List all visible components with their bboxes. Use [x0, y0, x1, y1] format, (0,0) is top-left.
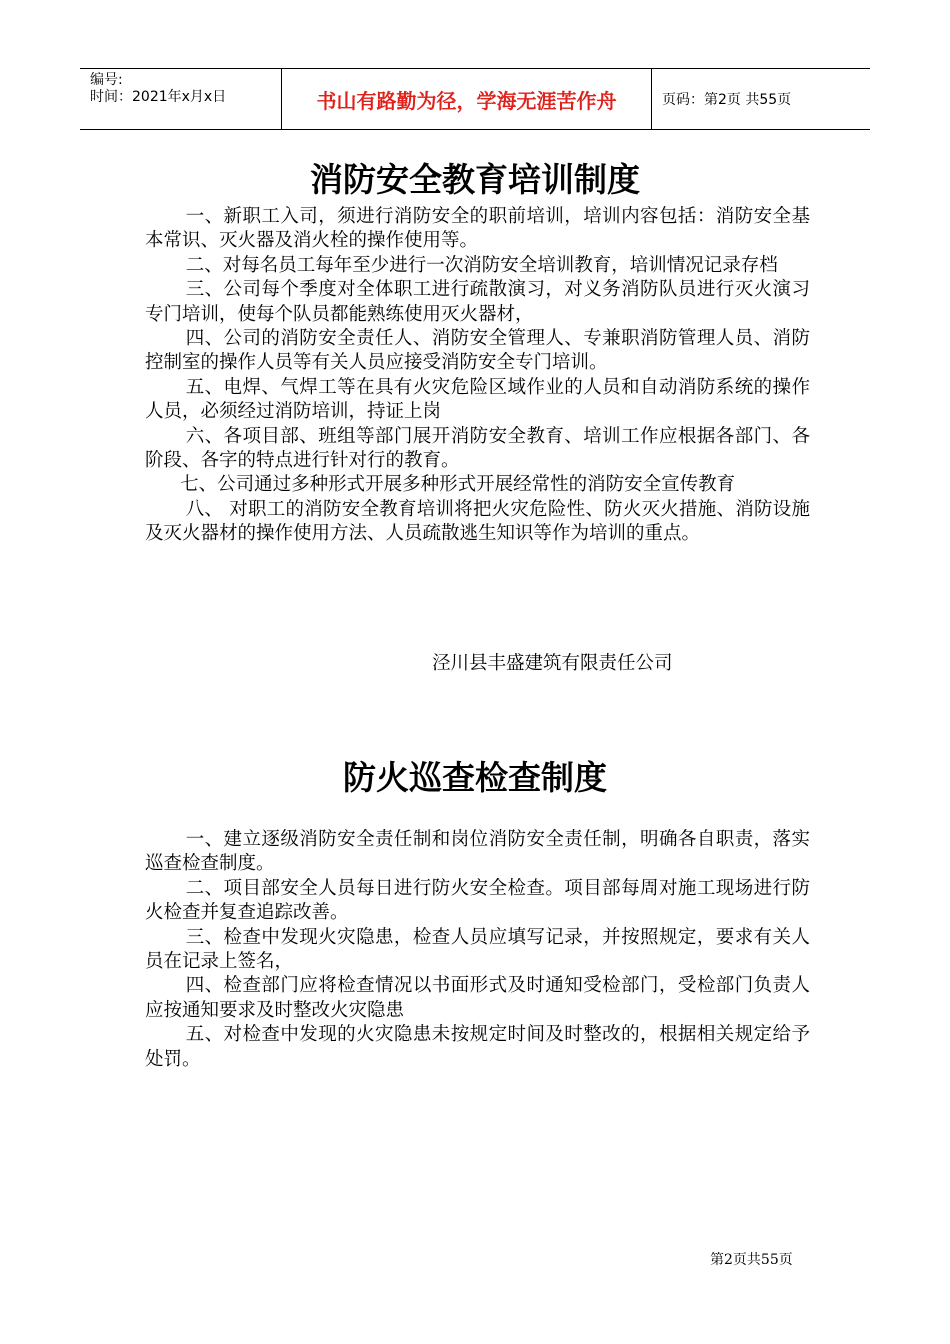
section2-paragraph: 四、检查部门应将检查情况以书面形式及时通知受检部门，受检部门负责人应按通知要求及时整改火灾隐患 [145, 975, 810, 1021]
section1-paragraph: 七、公司通过多种形式开展多种形式开展经常性的消防安全宣传教育 [180, 474, 736, 496]
section2-paragraph: 二、项目部安全人员每日进行防火安全检查。项目部每周对施工现场进行防火检查并复查追踪改善。 [145, 877, 810, 924]
document-date: 时间：2021年x月x日 [90, 89, 227, 105]
section1-paragraph: 八、 对职工的消防安全教育培训将把火灾危险性、防火灭火措施、消防设施及灭火器材的操作使用方法、人员疏散逃生知识等作为培训的重点。 [145, 498, 810, 545]
section2-paragraph: 一、建立逐级消防安全责任制和岗位消防安全责任制，明确各自职责，落实巡查检查制度。 [145, 829, 810, 875]
header-page-info: 页码：第2页 共55页 [662, 92, 792, 108]
page-header [80, 68, 870, 130]
section1-body [145, 205, 810, 547]
section2-paragraph: 五、对检查中发现的火灾隐患未按规定时间及时整改的，根据相关规定给予处罚。 [145, 1024, 810, 1070]
header-motto: 书山有路勤为径，学海无涯苦作舟 [282, 69, 652, 129]
section1-title: 消防安全教育培训制度 [310, 160, 640, 199]
section2-title: 防火巡查检查制度 [343, 758, 607, 797]
section2-paragraph: 三、检查中发现火灾隐患，检查人员应填写记录，并按照规定，要求有关人员在记录上签名， [145, 926, 810, 973]
company-signature: 泾川县丰盛建筑有限责任公司 [432, 653, 673, 674]
page-footer: 第2页共55页 [710, 1252, 793, 1268]
section1-paragraph: 三、公司每个季度对全体职工进行疏散演习，对义务消防队员进行灭火演习专门培训，使每个队员都能熟练使用灭火器材， [145, 279, 810, 325]
header-meta [80, 69, 282, 129]
section1-paragraph: 四、公司的消防安全责任人、消防安全管理人、专兼职消防管理人员、消防控制室的操作人员等有关人员应接受消防安全专门培训。 [145, 328, 810, 374]
section1-paragraph: 一、新职工入司，须进行消防安全的职前培训，培训内容包括：消防安全基本常识、灭火器及消火栓的操作使用等。 [145, 206, 810, 252]
section1-paragraph: 二、对每名员工每年至少进行一次消防安全培训教育，培训情况记录存档 [185, 254, 778, 276]
section1-paragraph: 五、电焊、气焊工等在具有火灾危险区域作业的人员和自动消防系统的操作人员，必须经过消防培训，持证上岗 [145, 376, 810, 423]
section1-paragraph: 六、各项目部、班组等部门展开消防安全教育、培训工作应根据各部门、各阶段、各字的特点进行针对行的教育。 [145, 425, 810, 472]
document-code-label: 编号: [90, 72, 123, 88]
section2-body [145, 828, 810, 1072]
